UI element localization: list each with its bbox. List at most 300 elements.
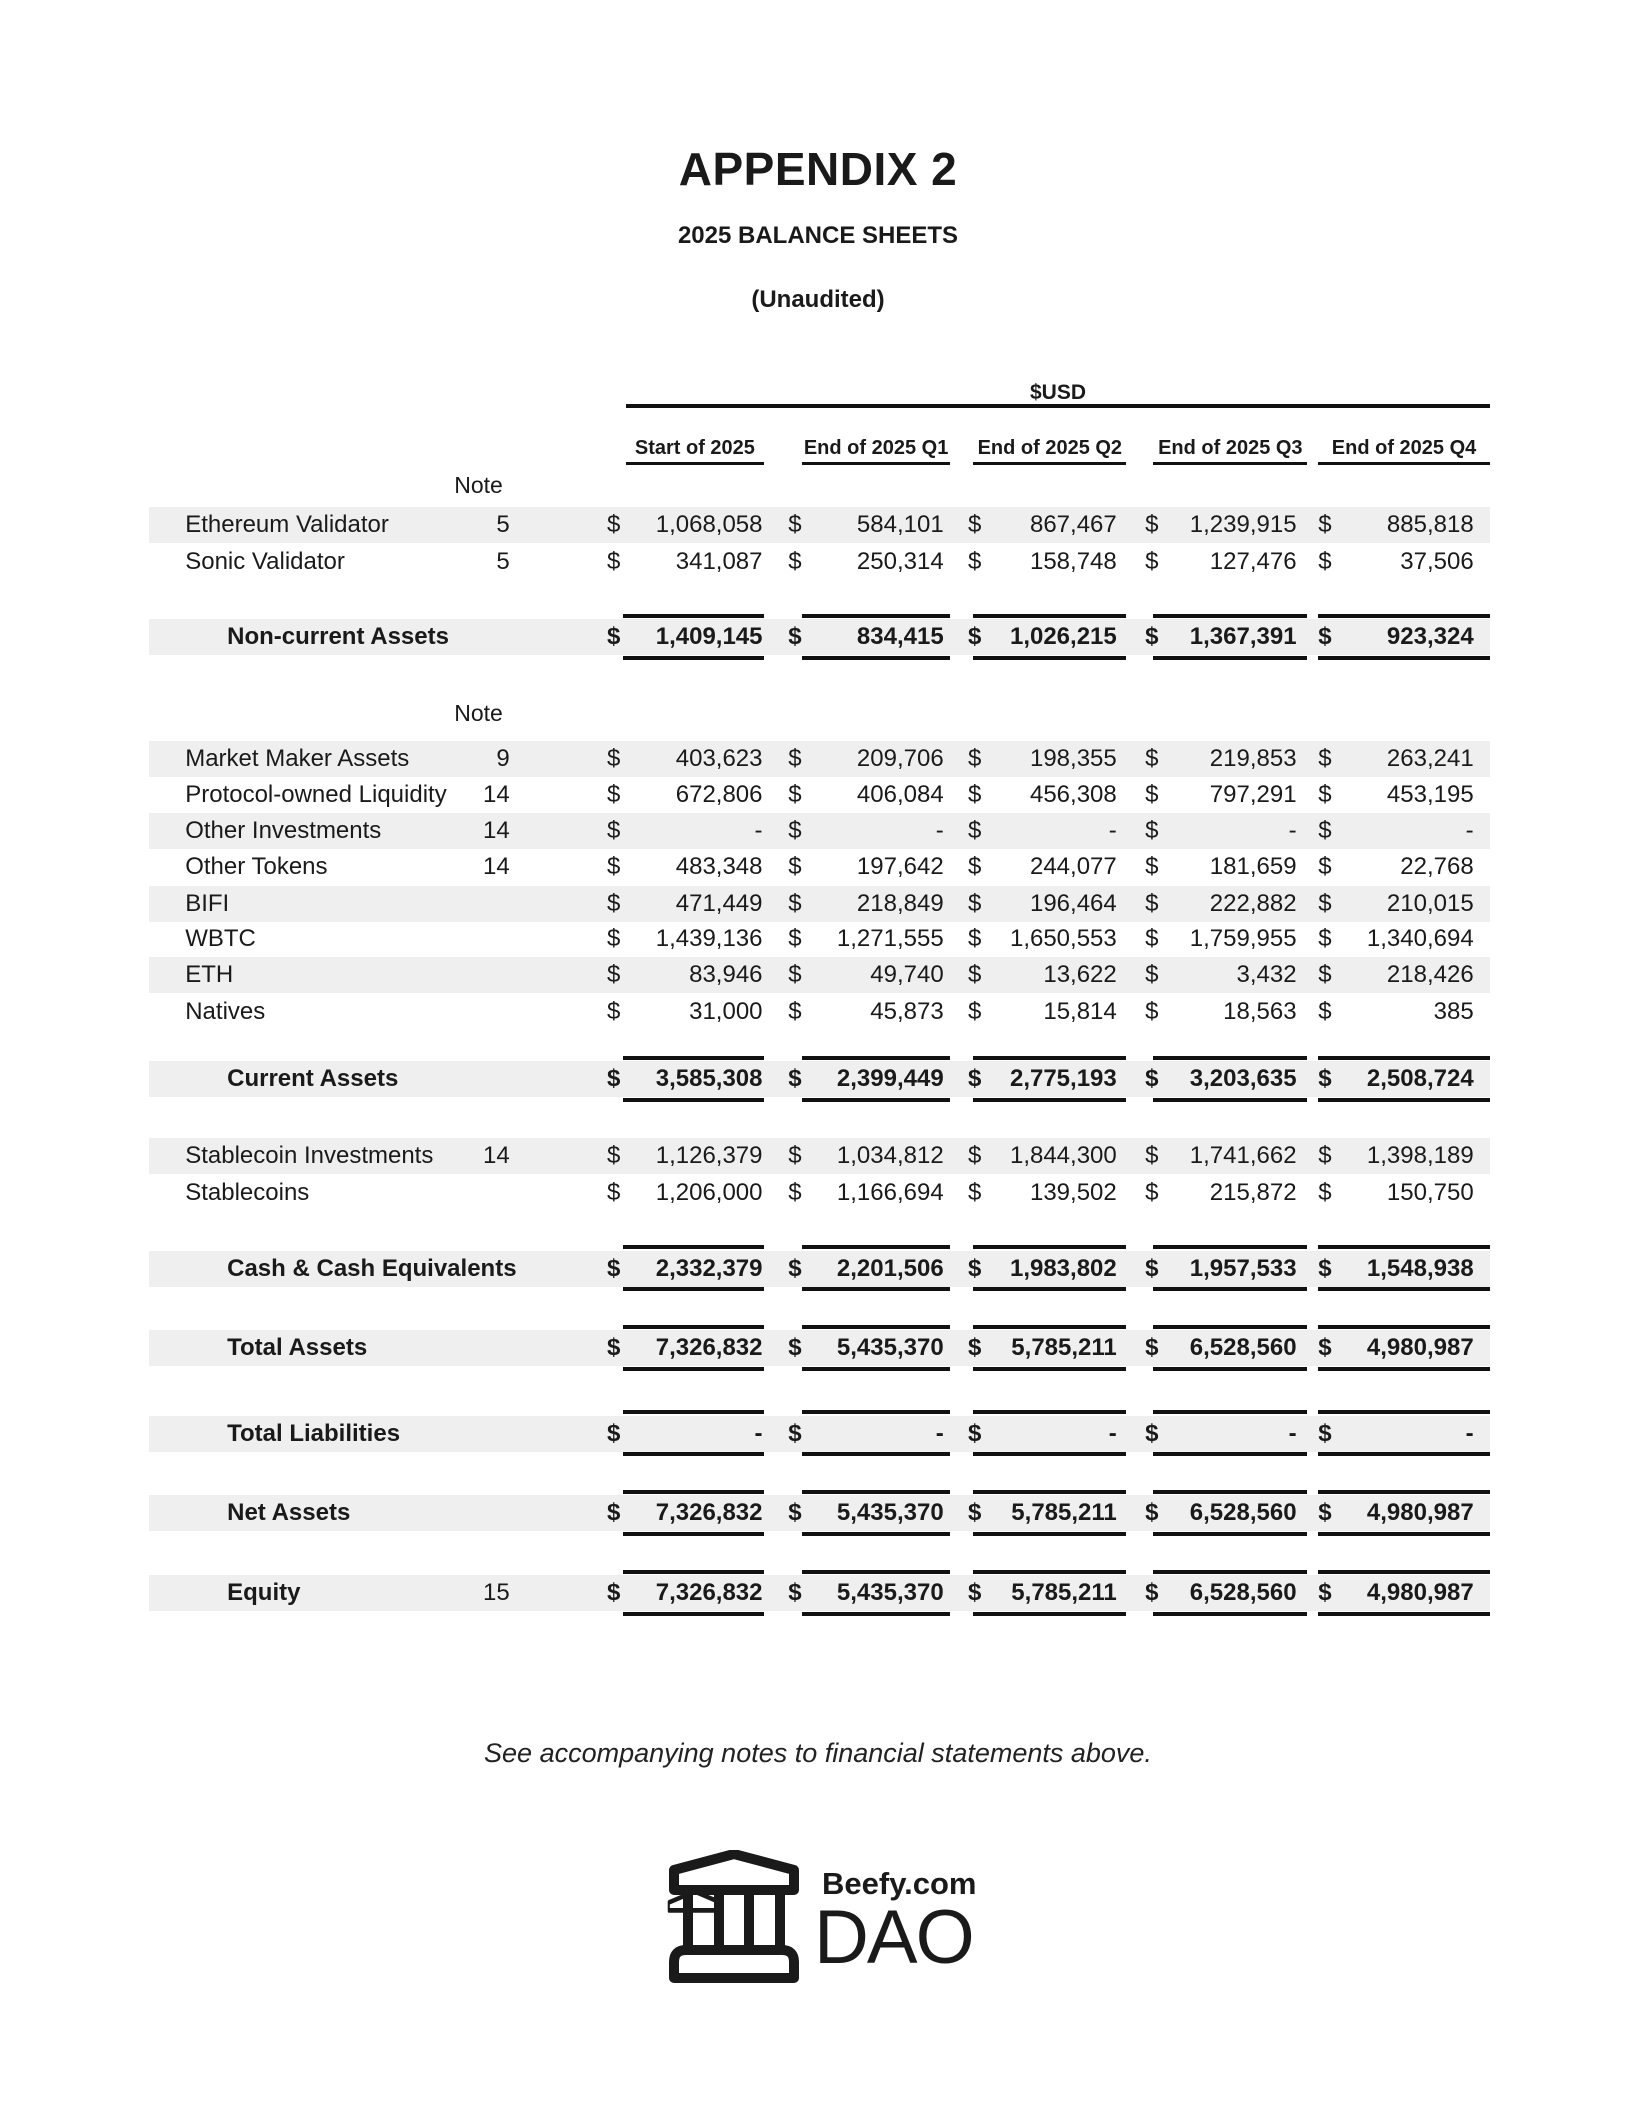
cell-value: - (1465, 816, 1474, 844)
total-bottom-rule (1153, 1532, 1307, 1536)
logo-brand-name: Beefy.com (822, 1866, 977, 1901)
cell-value: 2,332,379 (655, 1254, 763, 1282)
row-label: ETH (185, 961, 234, 989)
cell-value: 45,873 (870, 997, 944, 1025)
currency-symbol: $ (1318, 1142, 1332, 1170)
total-top-rule (623, 1410, 764, 1414)
total-bottom-rule (623, 1098, 764, 1102)
total-top-rule (623, 1490, 764, 1494)
cell-value: 22,768 (1400, 853, 1474, 881)
row-label: Protocol-owned Liquidity (185, 781, 447, 809)
cell-value: - (1465, 1419, 1474, 1447)
total-top-rule (1153, 1056, 1307, 1060)
currency-symbol: $ (1318, 1334, 1332, 1362)
column-header: End of 2025 Q2 (977, 437, 1123, 459)
note-ref: 14 (483, 853, 510, 881)
total-bottom-rule (802, 1287, 951, 1291)
currency-divider (626, 404, 1490, 408)
cell-value: 5,435,370 (836, 1334, 944, 1362)
total-bottom-rule (973, 1098, 1126, 1102)
cell-value: 453,195 (1386, 781, 1474, 809)
total-bottom-rule (973, 1532, 1126, 1536)
total-bottom-rule (1153, 1287, 1307, 1291)
total-top-rule (623, 1325, 764, 1329)
cell-value: 1,957,533 (1189, 1254, 1297, 1282)
total-bottom-rule (1153, 1452, 1307, 1456)
currency-symbol: $ (788, 924, 802, 952)
total-row-label: Non-current Assets (227, 623, 449, 651)
total-bottom-rule (802, 656, 951, 660)
cell-value: - (1288, 1419, 1297, 1447)
total-bottom-rule (802, 1367, 951, 1371)
cell-value: 5,785,211 (1011, 1579, 1117, 1607)
total-top-rule (802, 1056, 951, 1060)
cell-value: 6,528,560 (1189, 1334, 1297, 1362)
currency-symbol: $ (1318, 997, 1332, 1025)
currency-symbol: $ (968, 1065, 982, 1093)
currency-symbol: $ (607, 1334, 621, 1362)
currency-header: $USD (1029, 381, 1087, 404)
total-bottom-rule (1153, 1098, 1307, 1102)
currency-symbol: $ (968, 816, 982, 844)
currency-symbol: $ (1318, 547, 1332, 575)
currency-symbol: $ (607, 853, 621, 881)
currency-symbol: $ (1145, 1579, 1159, 1607)
cell-value: 7,326,832 (655, 1579, 763, 1607)
currency-symbol: $ (788, 1254, 802, 1282)
cell-value: 181,659 (1209, 853, 1297, 881)
column-header-underline (802, 462, 951, 465)
total-top-rule (1318, 614, 1490, 618)
cell-value: 3,585,308 (655, 1065, 763, 1093)
cell-value: 1,650,553 (1009, 924, 1117, 952)
total-bottom-rule (1318, 1612, 1490, 1616)
cell-value: 250,314 (856, 547, 944, 575)
total-top-rule (623, 1245, 764, 1249)
currency-symbol: $ (1318, 1419, 1332, 1447)
cell-value: 218,426 (1386, 961, 1474, 989)
note-ref: 9 (496, 744, 510, 772)
currency-symbol: $ (1145, 889, 1159, 917)
currency-symbol: $ (788, 1065, 802, 1093)
cell-value: 31,000 (689, 997, 763, 1025)
currency-symbol: $ (788, 889, 802, 917)
cell-value: - (1108, 816, 1117, 844)
cell-value: 3,203,635 (1189, 1065, 1297, 1093)
cell-value: 1,844,300 (1009, 1142, 1117, 1170)
total-bottom-rule (1318, 1367, 1490, 1371)
row-label: Market Maker Assets (185, 744, 410, 772)
currency-symbol: $ (1318, 1254, 1332, 1282)
total-top-rule (973, 1056, 1126, 1060)
currency-symbol: $ (968, 1579, 982, 1607)
note-column-header: Note (454, 700, 503, 727)
currency-symbol: $ (788, 961, 802, 989)
total-row-label: Cash & Cash Equivalents (227, 1254, 517, 1282)
cell-value: 1,759,955 (1189, 924, 1297, 952)
column-header: End of 2025 Q1 (803, 437, 949, 459)
cell-value: 209,706 (856, 744, 944, 772)
currency-symbol: $ (968, 781, 982, 809)
currency-symbol: $ (1145, 997, 1159, 1025)
cell-value: 49,740 (870, 961, 944, 989)
cell-value: 1,398,189 (1366, 1142, 1474, 1170)
currency-symbol: $ (788, 1178, 802, 1206)
currency-symbol: $ (968, 1499, 982, 1527)
currency-symbol: $ (607, 1142, 621, 1170)
total-top-rule (1153, 1490, 1307, 1494)
column-header: End of 2025 Q4 (1331, 437, 1477, 459)
currency-symbol: $ (607, 924, 621, 952)
currency-symbol: $ (788, 997, 802, 1025)
cell-value: 263,241 (1386, 744, 1474, 772)
currency-symbol: $ (1145, 623, 1159, 651)
cell-value: 1,166,694 (836, 1178, 944, 1206)
cell-value: 403,623 (675, 744, 763, 772)
cell-value: 867,467 (1029, 511, 1117, 538)
currency-symbol: $ (1318, 889, 1332, 917)
note-ref: 15 (483, 1579, 510, 1607)
currency-symbol: $ (1145, 547, 1159, 575)
total-bottom-rule (1318, 656, 1490, 660)
currency-symbol: $ (968, 547, 982, 575)
cell-value: 1,741,662 (1189, 1142, 1297, 1170)
total-top-rule (973, 614, 1126, 618)
cell-value: 196,464 (1029, 889, 1117, 917)
cell-value: 7,326,832 (655, 1499, 763, 1527)
currency-symbol: $ (968, 1178, 982, 1206)
total-top-rule (623, 1056, 764, 1060)
cell-value: 5,785,211 (1011, 1334, 1117, 1362)
total-row-label: Current Assets (227, 1065, 399, 1093)
total-bottom-rule (623, 1452, 764, 1456)
currency-symbol: $ (607, 781, 621, 809)
cell-value: 471,449 (675, 889, 763, 917)
cell-value: - (935, 1419, 944, 1447)
total-bottom-rule (973, 656, 1126, 660)
currency-symbol: $ (1145, 853, 1159, 881)
cell-value: 15,814 (1043, 997, 1117, 1025)
cell-value: 210,015 (1386, 889, 1474, 917)
currency-symbol: $ (788, 547, 802, 575)
currency-symbol: $ (1145, 744, 1159, 772)
row-label: WBTC (185, 924, 256, 952)
currency-symbol: $ (1145, 1065, 1159, 1093)
currency-symbol: $ (1318, 853, 1332, 881)
cell-value: 2,775,193 (1009, 1065, 1117, 1093)
cell-value: - (754, 1419, 763, 1447)
currency-symbol: $ (788, 1579, 802, 1607)
total-top-rule (1153, 1410, 1307, 1414)
cell-value: 1,271,555 (836, 924, 944, 952)
currency-symbol: $ (968, 623, 982, 651)
cell-value: 1,367,391 (1189, 623, 1297, 651)
cell-value: 197,642 (856, 853, 944, 881)
cell-value: 885,818 (1386, 511, 1474, 538)
cell-value: - (935, 816, 944, 844)
total-top-rule (973, 1325, 1126, 1329)
currency-symbol: $ (788, 511, 802, 538)
cell-value: 385 (1433, 997, 1474, 1025)
currency-symbol: $ (1318, 1065, 1332, 1093)
total-bottom-rule (1318, 1098, 1490, 1102)
cell-value: 18,563 (1223, 997, 1297, 1025)
currency-symbol: $ (607, 744, 621, 772)
currency-symbol: $ (1145, 1419, 1159, 1447)
total-bottom-rule (1318, 1532, 1490, 1536)
total-bottom-rule (802, 1532, 951, 1536)
row-label: Other Investments (185, 816, 382, 844)
currency-symbol: $ (1318, 816, 1332, 844)
note-ref: 5 (496, 511, 510, 538)
total-bottom-rule (623, 1367, 764, 1371)
total-row-label: Total Assets (227, 1334, 368, 1362)
total-top-rule (1153, 614, 1307, 618)
cell-value: 923,324 (1386, 623, 1474, 651)
note-column-header: Note (454, 471, 503, 498)
cell-value: 2,508,724 (1366, 1065, 1474, 1093)
cell-value: 215,872 (1209, 1178, 1297, 1206)
currency-symbol: $ (788, 816, 802, 844)
total-top-rule (802, 1570, 951, 1574)
total-top-rule (802, 1490, 951, 1494)
page-title: APPENDIX 2 (678, 143, 958, 195)
currency-symbol: $ (1318, 924, 1332, 952)
total-top-rule (973, 1490, 1126, 1494)
total-top-rule (1153, 1245, 1307, 1249)
cell-value: 1,034,812 (836, 1142, 944, 1170)
total-bottom-rule (802, 1098, 951, 1102)
total-row-label: Equity (227, 1579, 301, 1607)
total-bottom-rule (1318, 1452, 1490, 1456)
total-bottom-rule (1153, 1612, 1307, 1616)
currency-symbol: $ (607, 1419, 621, 1447)
currency-symbol: $ (1318, 623, 1332, 651)
cell-value: 218,849 (856, 889, 944, 917)
note-ref: 14 (483, 816, 510, 844)
note-ref: 14 (483, 781, 510, 809)
total-bottom-rule (1318, 1287, 1490, 1291)
cell-value: 2,201,506 (836, 1254, 944, 1282)
row-label: BIFI (185, 889, 230, 917)
currency-symbol: $ (607, 1178, 621, 1206)
total-top-rule (1318, 1410, 1490, 1414)
currency-symbol: $ (1145, 1254, 1159, 1282)
total-bottom-rule (1153, 1367, 1307, 1371)
cell-value: 797,291 (1209, 781, 1297, 809)
cell-value: 7,326,832 (655, 1334, 763, 1362)
logo-dao-text: DAO (814, 1895, 973, 1980)
currency-symbol: $ (1318, 511, 1332, 538)
currency-symbol: $ (1318, 1499, 1332, 1527)
currency-symbol: $ (607, 547, 621, 575)
cell-value: 13,622 (1043, 961, 1117, 989)
currency-symbol: $ (607, 816, 621, 844)
currency-symbol: $ (607, 511, 621, 538)
currency-symbol: $ (968, 1334, 982, 1362)
currency-symbol: $ (607, 889, 621, 917)
row-label: Ethereum Validator (185, 511, 389, 538)
total-top-rule (1318, 1245, 1490, 1249)
cell-value: 1,340,694 (1366, 924, 1474, 952)
audit-status: (Unaudited) (751, 286, 885, 313)
currency-symbol: $ (1318, 1579, 1332, 1607)
total-top-rule (973, 1245, 1126, 1249)
total-bottom-rule (802, 1452, 951, 1456)
currency-symbol: $ (788, 1142, 802, 1170)
cell-value: 4,980,987 (1366, 1579, 1474, 1607)
cell-value: 6,528,560 (1189, 1579, 1297, 1607)
row-label: Stablecoin Investments (185, 1142, 434, 1170)
currency-symbol: $ (1318, 781, 1332, 809)
total-bottom-rule (973, 1367, 1126, 1371)
cell-value: - (1288, 816, 1297, 844)
currency-symbol: $ (788, 781, 802, 809)
total-top-rule (1318, 1056, 1490, 1060)
currency-symbol: $ (1318, 1178, 1332, 1206)
total-bottom-rule (973, 1452, 1126, 1456)
cell-value: - (1108, 1419, 1117, 1447)
column-header-underline (1153, 462, 1307, 465)
cell-value: 406,084 (856, 781, 944, 809)
cell-value: 483,348 (675, 853, 763, 881)
cell-value: 1,439,136 (655, 924, 763, 952)
note-ref: 14 (483, 1142, 510, 1170)
total-bottom-rule (973, 1612, 1126, 1616)
cell-value: 1,409,145 (655, 623, 763, 651)
cell-value: 1,206,000 (655, 1178, 763, 1206)
total-top-rule (973, 1410, 1126, 1414)
cell-value: 37,506 (1400, 547, 1474, 575)
cell-value: 6,528,560 (1189, 1499, 1297, 1527)
cell-value: 1,126,379 (655, 1142, 763, 1170)
currency-symbol: $ (968, 744, 982, 772)
currency-symbol: $ (968, 1254, 982, 1282)
page-subtitle: 2025 BALANCE SHEETS (677, 222, 959, 249)
cell-value: 5,435,370 (836, 1499, 944, 1527)
cell-value: 584,101 (856, 511, 944, 538)
column-header: End of 2025 Q3 (1158, 437, 1303, 459)
total-bottom-rule (623, 1532, 764, 1536)
total-top-rule (802, 1325, 951, 1329)
total-top-rule (623, 614, 764, 618)
row-label: Stablecoins (185, 1178, 310, 1206)
currency-symbol: $ (968, 997, 982, 1025)
total-bottom-rule (623, 656, 764, 660)
column-header-underline (973, 462, 1126, 465)
total-bottom-rule (623, 1287, 764, 1291)
cell-value: 4,980,987 (1366, 1499, 1474, 1527)
total-top-rule (802, 1245, 951, 1249)
cell-value: 1,548,938 (1366, 1254, 1474, 1282)
currency-symbol: $ (788, 1499, 802, 1527)
total-top-rule (802, 1410, 951, 1414)
cell-value: 341,087 (675, 547, 763, 575)
cell-value: 1,983,802 (1009, 1254, 1117, 1282)
currency-symbol: $ (1145, 1142, 1159, 1170)
total-bottom-rule (802, 1612, 951, 1616)
total-bottom-rule (973, 1287, 1126, 1291)
cell-value: 158,748 (1029, 547, 1117, 575)
currency-symbol: $ (607, 1579, 621, 1607)
currency-symbol: $ (607, 961, 621, 989)
currency-symbol: $ (607, 1254, 621, 1282)
currency-symbol: $ (968, 961, 982, 989)
column-header-underline (1318, 462, 1490, 465)
currency-symbol: $ (788, 623, 802, 651)
currency-symbol: $ (788, 1334, 802, 1362)
currency-symbol: $ (968, 511, 982, 538)
column-header: Start of 2025 (634, 437, 755, 459)
column-header-underline (626, 462, 764, 465)
currency-symbol: $ (968, 889, 982, 917)
cell-value: 2,399,449 (836, 1065, 944, 1093)
cell-value: 244,077 (1029, 853, 1117, 881)
currency-symbol: $ (1318, 961, 1332, 989)
bank-building-icon-detail (664, 1850, 804, 1990)
total-top-rule (1318, 1490, 1490, 1494)
total-top-rule (1318, 1325, 1490, 1329)
footnote: See accompanying notes to financial statements above. (484, 1738, 1152, 1768)
total-top-rule (1153, 1570, 1307, 1574)
total-bottom-rule (623, 1612, 764, 1616)
currency-symbol: $ (788, 744, 802, 772)
cell-value: 5,785,211 (1011, 1499, 1117, 1527)
currency-symbol: $ (1145, 781, 1159, 809)
currency-symbol: $ (968, 1142, 982, 1170)
currency-symbol: $ (1145, 1499, 1159, 1527)
total-top-rule (623, 1570, 764, 1574)
currency-symbol: $ (607, 997, 621, 1025)
currency-symbol: $ (607, 1065, 621, 1093)
currency-symbol: $ (607, 623, 621, 651)
total-top-rule (1153, 1325, 1307, 1329)
total-bottom-rule (1153, 656, 1307, 660)
cell-value: - (754, 816, 763, 844)
row-label: Other Tokens (185, 853, 328, 881)
currency-symbol: $ (1145, 1334, 1159, 1362)
cell-value: 198,355 (1029, 744, 1117, 772)
currency-symbol: $ (1145, 924, 1159, 952)
total-top-rule (1318, 1570, 1490, 1574)
total-row-label: Net Assets (227, 1499, 351, 1527)
currency-symbol: $ (1145, 816, 1159, 844)
cell-value: 222,882 (1209, 889, 1297, 917)
total-row-label: Total Liabilities (227, 1419, 401, 1447)
currency-symbol: $ (788, 853, 802, 881)
cell-value: 1,068,058 (655, 511, 763, 538)
cell-value: 1,026,215 (1009, 623, 1117, 651)
note-ref: 5 (496, 547, 510, 575)
currency-symbol: $ (1145, 961, 1159, 989)
cell-value: 1,239,915 (1189, 511, 1297, 538)
cell-value: 672,806 (675, 781, 763, 809)
row-label: Sonic Validator (185, 547, 345, 575)
cell-value: 127,476 (1209, 547, 1297, 575)
cell-value: 834,415 (856, 623, 944, 651)
currency-symbol: $ (1145, 1178, 1159, 1206)
currency-symbol: $ (1145, 511, 1159, 538)
row-label: Natives (185, 997, 266, 1025)
cell-value: 219,853 (1209, 744, 1297, 772)
total-top-rule (802, 614, 951, 618)
cell-value: 83,946 (689, 961, 763, 989)
currency-symbol: $ (968, 853, 982, 881)
cell-value: 150,750 (1386, 1178, 1474, 1206)
total-top-rule (973, 1570, 1126, 1574)
cell-value: 139,502 (1029, 1178, 1117, 1206)
currency-symbol: $ (607, 1499, 621, 1527)
